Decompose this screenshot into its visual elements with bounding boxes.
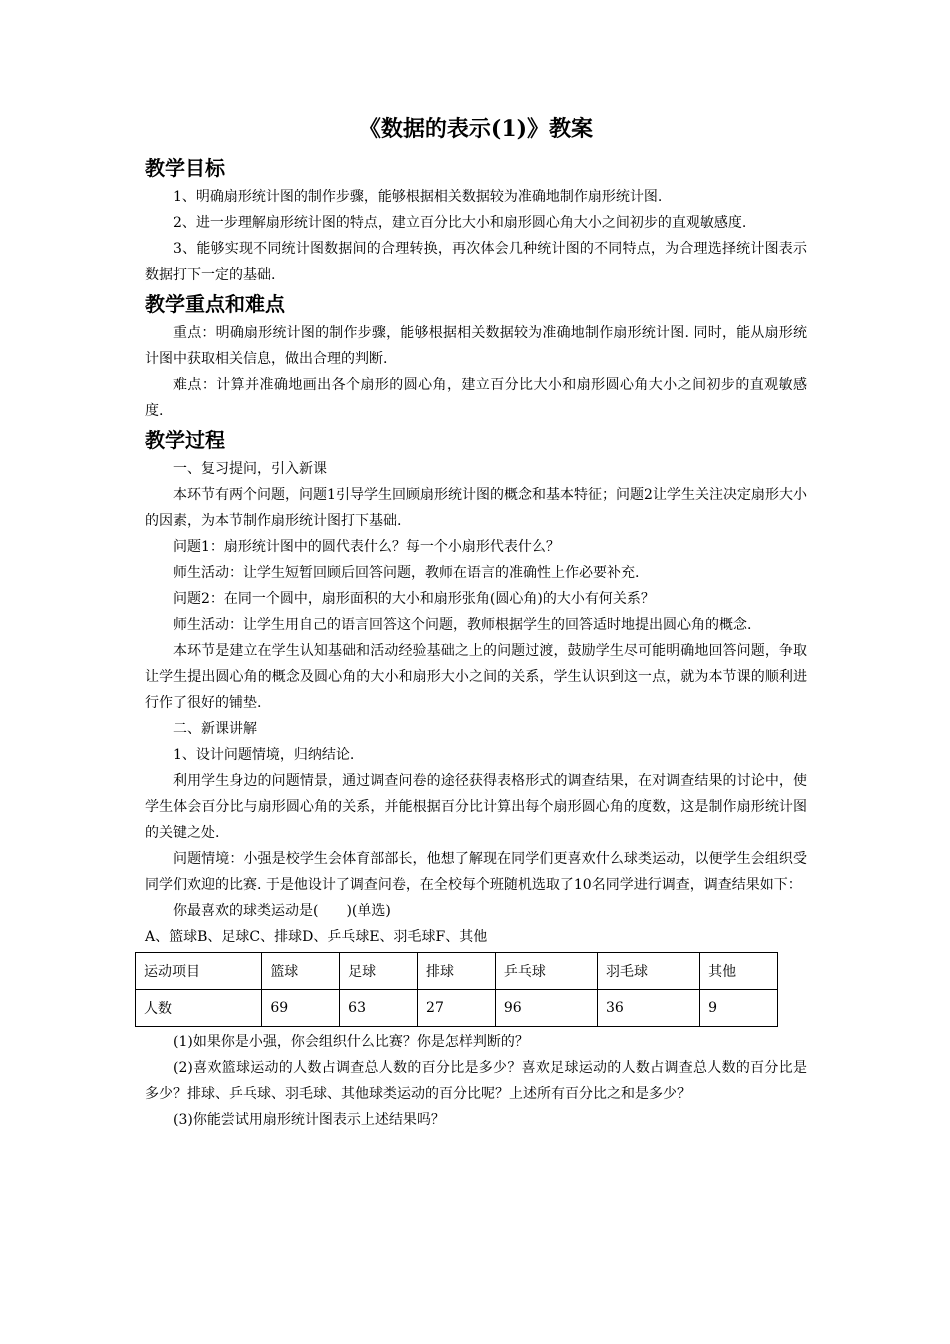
heading-key-points: 教学重点和难点: [145, 292, 285, 316]
process-paragraph: 本环节有两个问题，问题1引导学生回顾扇形统计图的概念和基本特征；问题2让学生关注决定扇形大小的因素，为本节制作扇形统计图打下基础.: [145, 487, 807, 529]
goal-item: 2、进一步理解扇形统计图的特点，建立百分比大小和扇形圆心角大小之间初步的直观敏感度.: [173, 215, 747, 231]
table-cell: 人数: [136, 990, 262, 1027]
question-item: (1)如果你是小强，你会组织什么比赛？你是怎样判断的？: [173, 1034, 529, 1050]
table-cell: 运动项目: [136, 953, 262, 990]
goal-item: 3、能够实现不同统计图数据间的合理转换，再次体会几种统计图的不同特点，为合理选择统计图表示数据打下一定的基础.: [145, 241, 807, 283]
heading-process: 教学过程: [145, 428, 225, 452]
process-paragraph: 问题2：在同一个圆中，扇形面积的大小和扇形张角(圆心角)的大小有何关系？: [173, 591, 655, 607]
table-cell: 96: [495, 990, 597, 1027]
document-page: [145, 112, 807, 1133]
table-cell: 其他: [700, 953, 778, 990]
question-item: (2)喜欢篮球运动的人数占调查总人数的百分比是多少？喜欢足球运动的人数占调查总人数的百分比是多少？排球、乒乓球、羽毛球、其他球类运动的百分比呢？上述所有百分比之和是多少？: [145, 1060, 807, 1102]
document-title: 《数据的表示(1)》教案: [358, 116, 594, 142]
process-paragraph: 问题1：扇形统计图中的圆代表什么？每一个小扇形代表什么？: [173, 539, 560, 555]
process-paragraph: 问题情境：小强是校学生会体育部部长，他想了解现在同学们更喜欢什么球类运动，以便学生会组织受同学们欢迎的比赛. 于是他设计了调查问卷，在全校每个班随机选取了10名同学进行调查，调查结果如下：: [145, 851, 807, 893]
goal-item: 1、明确扇形统计图的制作步骤，能够根据相关数据较为准确地制作扇形统计图.: [173, 189, 663, 205]
key-point-item: 重点：明确扇形统计图的制作步骤，能够根据相关数据较为准确地制作扇形统计图. 同时，能从扇形统计图中获取相关信息，做出合理的判断.: [145, 325, 807, 367]
process-paragraph: 二、新课讲解: [173, 721, 257, 737]
table-header-row: [136, 953, 778, 990]
table-row: [136, 990, 778, 1027]
process-paragraph: 利用学生身边的问题情景，通过调查问卷的途径获得表格形式的调查结果，在对调查结果的讨论中，使学生体会百分比与扇形圆心角的关系，并能根据百分比计算出每个扇形圆心角的度数，这是制作扇形统计图的关键之处.: [145, 773, 807, 841]
table-cell: 乒乓球: [495, 953, 597, 990]
process-paragraph: 一、复习提问，引入新课: [173, 461, 327, 477]
heading-goals: 教学目标: [145, 156, 225, 180]
table-cell: 69: [262, 990, 340, 1027]
process-paragraph: 本环节是建立在学生认知基础和活动经验基础之上的问题过渡，鼓励学生尽可能明确地回答问题，争取让学生提出圆心角的概念及圆心角的大小和扇形大小之间的关系，学生认识到这一点，就为本节课的顺利进行作了很好的铺垫.: [145, 643, 807, 711]
table-cell: 足球: [340, 953, 418, 990]
table-cell: 排球: [418, 953, 496, 990]
process-paragraph: 师生活动：让学生用自己的语言回答这个问题，教师根据学生的回答适时地提出圆心角的概念.: [173, 617, 752, 633]
table-cell: 9: [700, 990, 778, 1027]
survey-question: 你最喜欢的球类运动是( )(单选): [173, 903, 391, 919]
difficulty-item: 难点：计算并准确地画出各个扇形的圆心角，建立百分比大小和扇形圆心角大小之间初步的直观敏感度.: [145, 377, 807, 419]
table-cell: 27: [418, 990, 496, 1027]
survey-table: [135, 952, 778, 1027]
question-item: (3)你能尝试用扇形统计图表示上述结果吗？: [173, 1112, 445, 1128]
table-cell: 63: [340, 990, 418, 1027]
process-paragraph: 1、设计问题情境，归纳结论.: [173, 747, 355, 763]
table-cell: 羽毛球: [597, 953, 699, 990]
process-paragraph: 师生活动：让学生短暂回顾后回答问题，教师在语言的准确性上作必要补充.: [173, 565, 640, 581]
table-cell: 36: [597, 990, 699, 1027]
table-cell: 篮球: [262, 953, 340, 990]
survey-options: A、篮球B、足球C、排球D、乒乓球E、羽毛球F、其他: [145, 929, 488, 945]
